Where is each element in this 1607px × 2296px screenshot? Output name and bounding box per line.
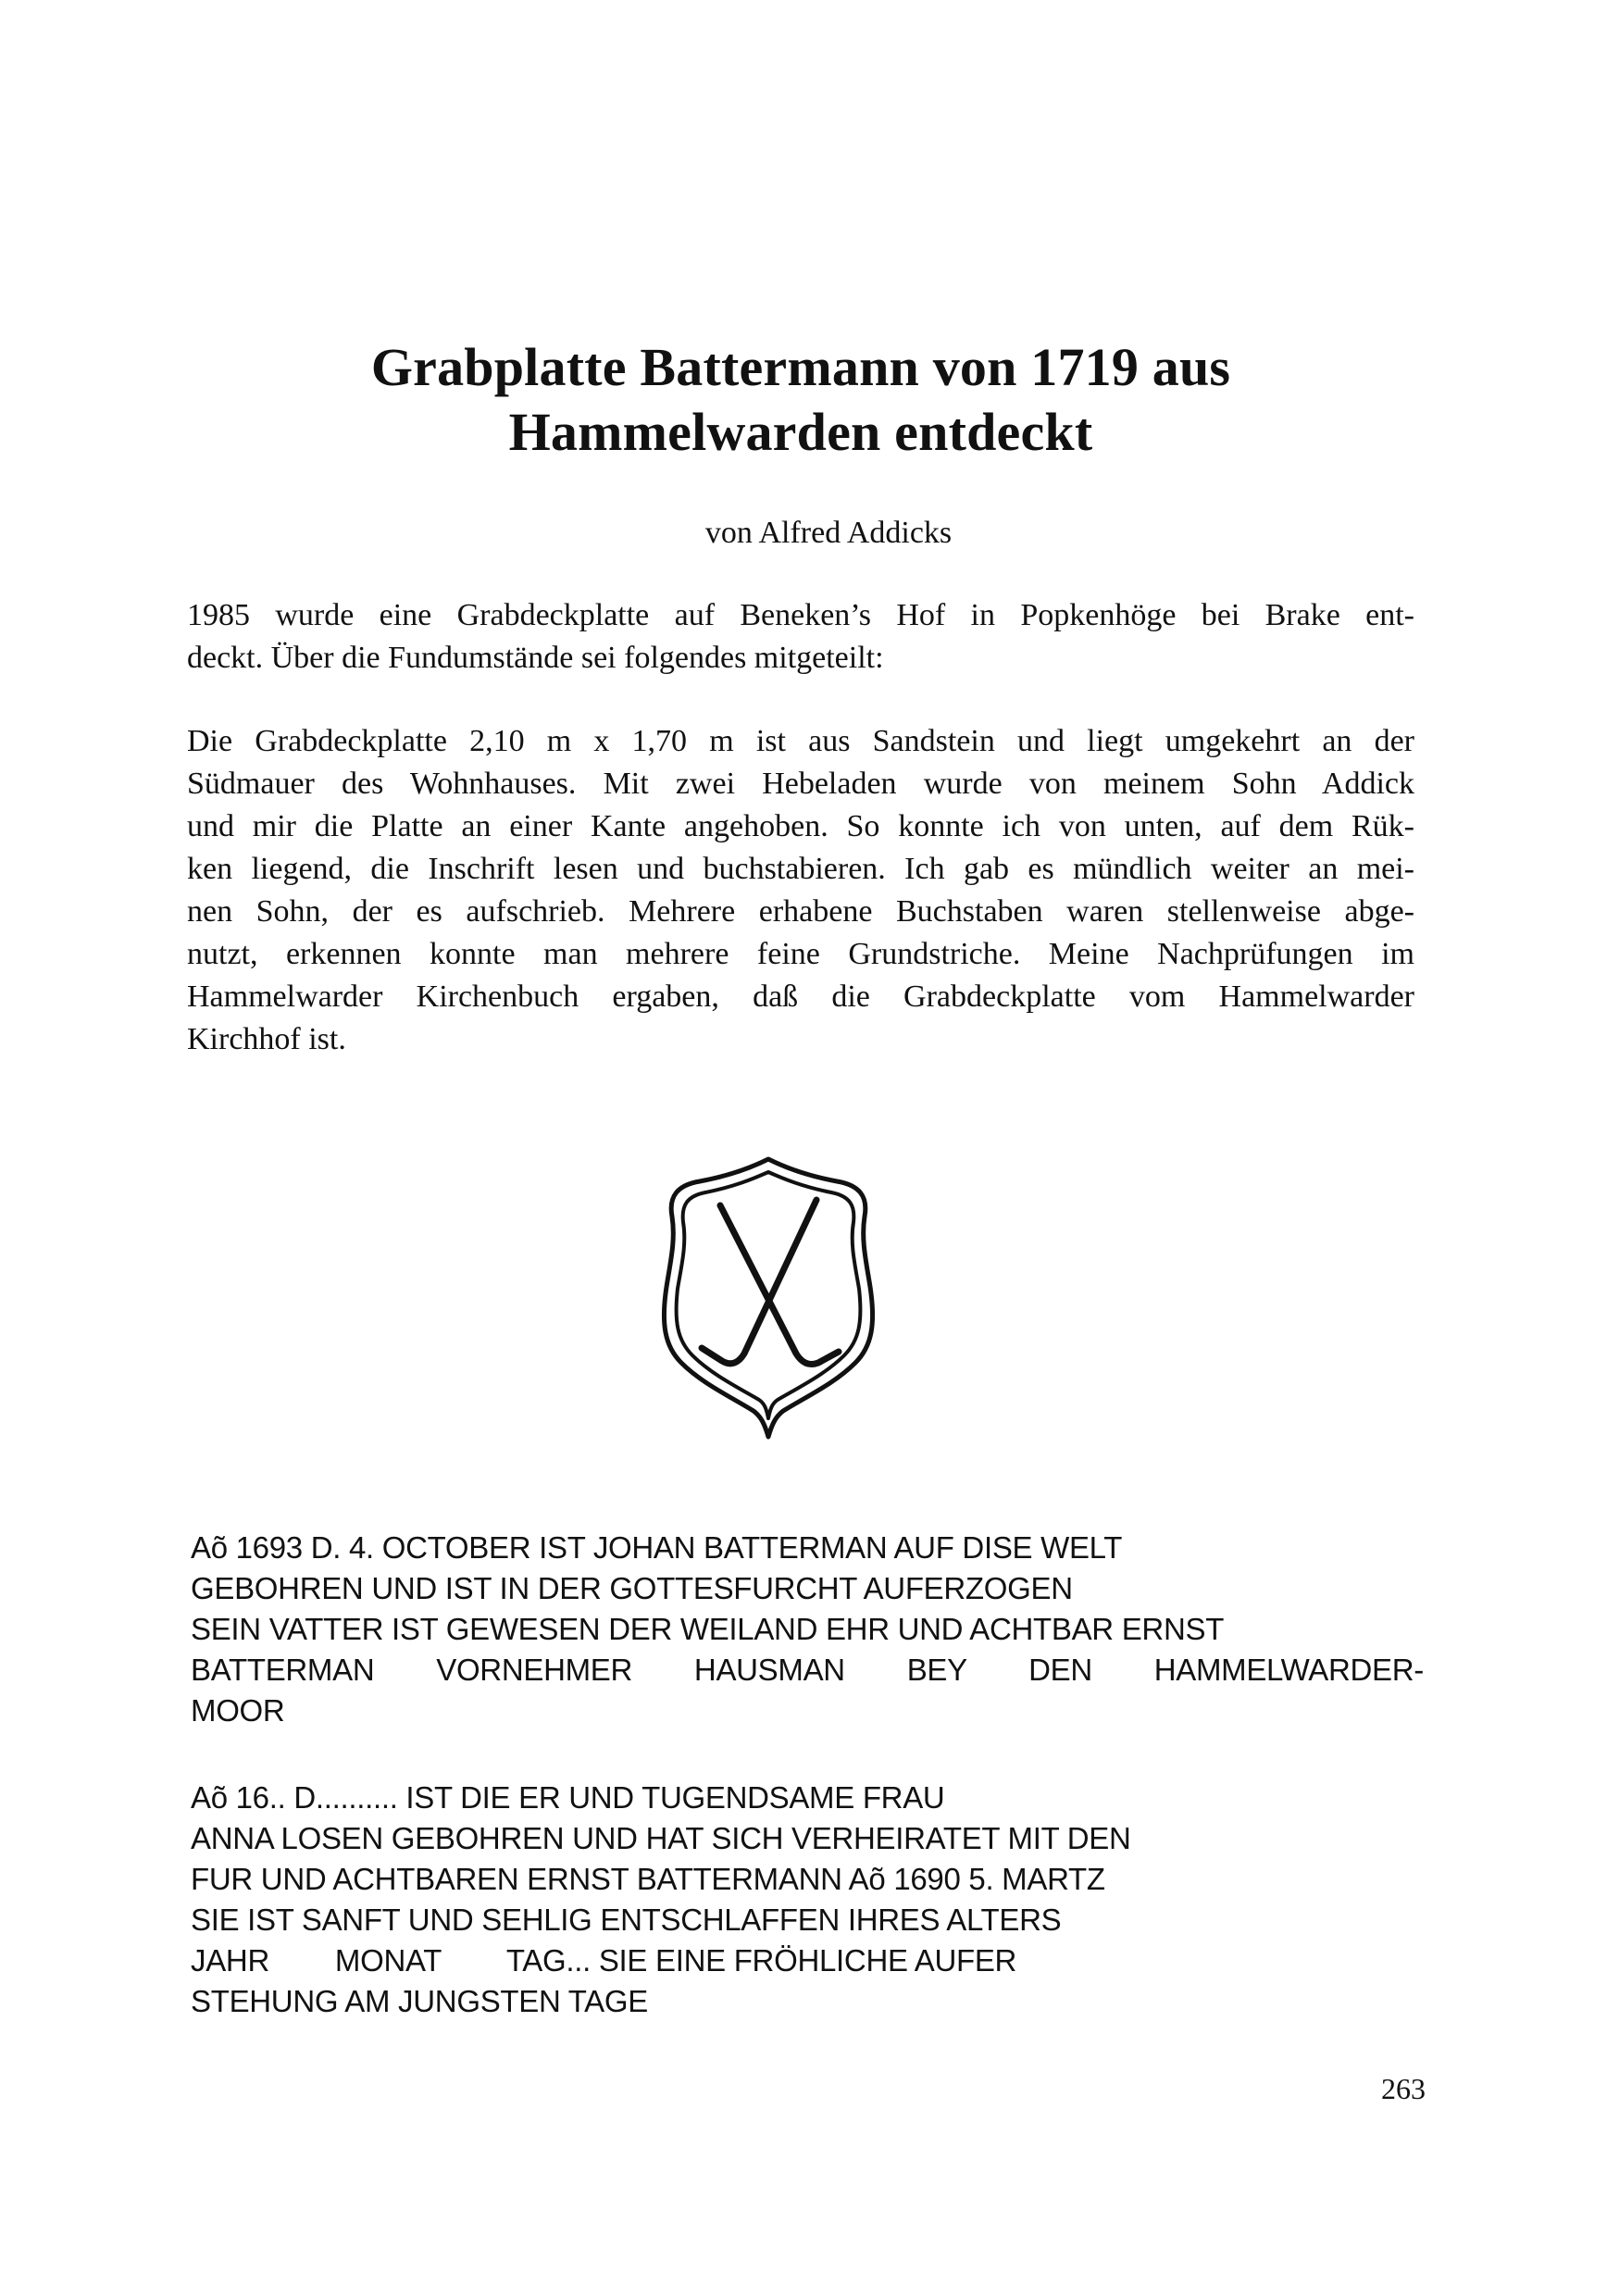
text-line: Kirchhof ist. <box>187 1022 346 1056</box>
inscription-line: STEHUNG AM JUNGSTEN TAGE <box>191 1984 648 2018</box>
crossed-hockey-sticks-shield-icon <box>657 1148 879 1444</box>
inscription-line: MOOR <box>191 1693 285 1728</box>
text-line: nutzt, erkennen konnte man mehrere feine Grundstriche. Meine Nachprüfungen im <box>187 937 1414 971</box>
text-line: ken liegend, die Inschrift lesen und buchstabieren. Ich gab es mündlich weiter an mei- <box>187 852 1414 886</box>
description-paragraph <box>187 720 1414 1061</box>
inscription-line: BATTERMAN VORNEHMER HAUSMAN BEY DEN HAMMELWARDER- <box>191 1653 1424 1687</box>
inscription-line: SEIN VATTER IST GEWESEN DER WEILAND EHR UND ACHTBAR ERNST <box>191 1612 1225 1646</box>
inscription-line: GEBOHREN UND IST IN DER GOTTESFURCHT AUFERZOGEN <box>191 1571 1073 1605</box>
text-line: nen Sohn, der es aufschrieb. Mehrere erhabene Buchstaben waren stellenweise abge- <box>187 894 1414 929</box>
inscription-line: FUR UND ACHTBAREN ERNST BATTERMANN Aõ 1690 5. MARTZ <box>191 1862 1105 1896</box>
inscription-line: ANNA LOSEN GEBOHREN UND HAT SICH VERHEIRATET MIT DEN <box>191 1821 1131 1855</box>
page-number: 263 <box>1381 2072 1426 2105</box>
title-line-2: Hammelwarden entdeckt <box>508 402 1093 462</box>
title-line-1: Grabplatte Battermann von 1719 aus <box>370 337 1231 397</box>
inscription-line: Aõ 1693 D. 4. OCTOBER IST JOHAN BATTERMAN AUF DISE WELT <box>191 1530 1123 1565</box>
inscription-block-1 <box>191 1528 1424 1731</box>
text-line: Südmauer des Wohnhauses. Mit zwei Hebeladen wurde von meinem Sohn Addick <box>187 767 1414 801</box>
text-line: und mir die Platte an einer Kante angehoben. So konnte ich von unten, auf dem Rük- <box>187 809 1414 843</box>
inscription-line: SIE IST SANFT UND SEHLIG ENTSCHLAFFEN IHRES ALTERS <box>191 1903 1062 1937</box>
article-title <box>185 335 1416 465</box>
author-byline: von Alfred Addicks <box>704 516 953 550</box>
inscription-block-2 <box>191 1778 1424 2022</box>
text-line: deckt. Über die Fundumstände sei folgendes mitgeteilt: <box>187 641 884 675</box>
intro-paragraph <box>187 594 1414 680</box>
text-line: 1985 wurde eine Grabdeckplatte auf Beneken’s Hof in Popkenhöge bei Brake ent- <box>187 598 1414 632</box>
inscription-line: JAHR MONAT TAG... SIE EINE FRÖHLICHE AUFER <box>191 1943 1017 1978</box>
text-line: Die Grabdeckplatte 2,10 m x 1,70 m ist aus Sandstein und liegt umgekehrt an der <box>187 724 1414 758</box>
text-line: Hammelwarder Kirchenbuch ergaben, daß die Grabdeckplatte vom Hammelwarder <box>187 980 1414 1014</box>
inscription-line: Aõ 16.. D.......... IST DIE ER UND TUGENDSAME FRAU <box>191 1780 945 1815</box>
